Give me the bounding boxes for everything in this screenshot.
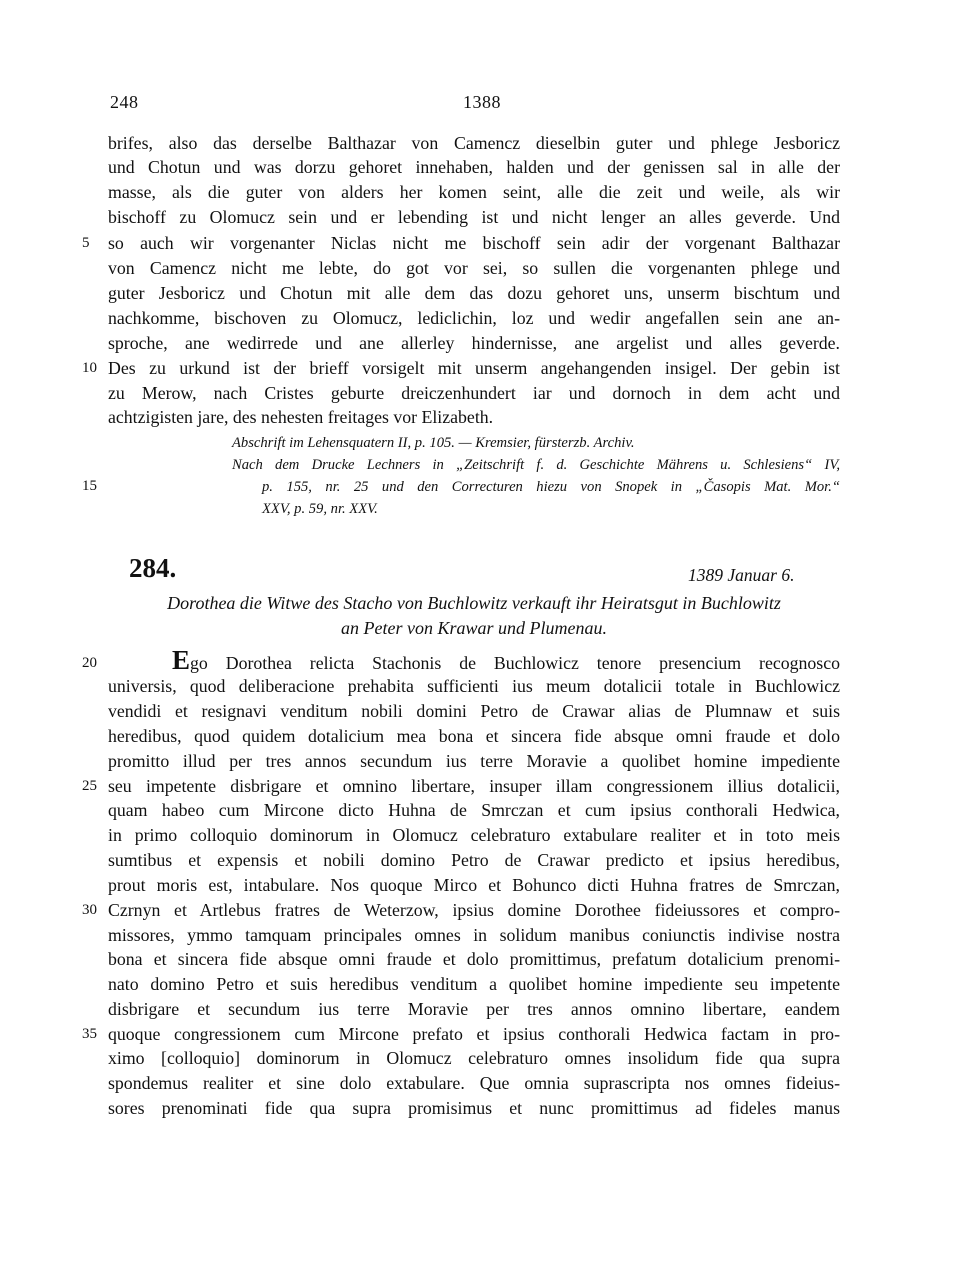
text-line: universis, quod deliberacione prehabita sufficienti ius meum dotalicii totale in Buchlowicz <box>108 676 840 696</box>
line-number: 10 <box>82 360 97 376</box>
text-line: nato domino Petro et suis heredibus venditum a quolibet homine impediente seu impetente <box>108 974 840 994</box>
line-number: 20 <box>82 655 97 671</box>
text-line: vendidi et resignavi venditum nobili domini Petro de Crawar alias de Plumnaw et suis <box>108 701 840 721</box>
text-line: seu impetente disbrigare et omnino libertare, insuper illam congressionem illius dotalicii, <box>108 776 840 796</box>
text-line: quoque congressionem cum Mircone prefato et ipsius conthorali Hedwica factam in pro- <box>108 1024 840 1044</box>
document-title: Dorothea die Witwe des Stacho von Buchlowitz verkauft ihr Heiratsgut in Buchlowitz <box>167 593 781 613</box>
text-line: quam habeo cum Mircone dicto Huhna de Smrczan et cum ipsius conthorali Hedwica, <box>108 800 840 820</box>
text-line: disbrigare et secundum ius terre Moravie per tres annos omnino libertare, eandem <box>108 999 840 1019</box>
text-line: sproche, ane wedirrede und ane allerley hindernisse, ane argelist und alles geverde. <box>108 333 840 353</box>
text-line: Czrnyn et Artlebus fratres de Weterzow, ipsius domine Dorothee fideiussores et compro- <box>108 900 840 920</box>
first-line-text: go Dorothea relicta Stachonis de Buchlowicz tenore presencium recognosco <box>190 653 840 673</box>
line-number: 15 <box>82 478 97 494</box>
line-number: 30 <box>82 902 97 918</box>
text-line: prout moris est, intabulare. Nos quoque Mirco et Bohunco dicti Huhna fratres de Smrczan, <box>108 875 840 895</box>
source-note: Abschrift im Lehensquatern II, p. 105. — Kremsier, fürsterzb. Archiv. <box>232 435 635 451</box>
source-note: p. 155, nr. 25 und den Correcturen hiezu von Snopek in „Časopis Mat. Mor.“ <box>262 479 840 495</box>
text-line: missores, ymmo tamquam principales omnes in solidum manibus coniunctis indivise nostra <box>108 925 840 945</box>
document-title-line2: an Peter von Krawar und Plumenau. <box>341 618 607 638</box>
line-number: 5 <box>82 235 90 251</box>
initial-letter: E <box>172 645 191 675</box>
text-line: bona et sincera fide absque omni fraude et dolo promittimus, prefatum dotalicium prenomi- <box>108 949 840 969</box>
text-line: heredibus, quod quidem dotalicium mea bona et sincera fide absque omni fraude et dolo <box>108 726 840 746</box>
text-line: sores prenominati fide qua supra promisimus et nunc promittimus ad fideles manus <box>108 1098 840 1118</box>
text-line: zu Merow, nach Cristes geburte dreiczenhundert iar und dornoch in dem acht und <box>108 383 840 403</box>
running-head-year: 1388 <box>463 92 501 112</box>
text-line: masse, als die guter von alders her komen seint, alle die zeit und weile, als wir <box>108 182 840 202</box>
page-number: 248 <box>110 92 139 112</box>
text-line: ximo [colloquio] dominorum in Olomucz celebraturo omnes insolidum fide qua supra <box>108 1048 840 1068</box>
text-line: und Chotun und was dorzu gehoret innehaben, halden und der genissen sal in alle der <box>108 157 840 177</box>
text-line: Des zu urkund ist der brieff vorsigelt mit unserm angehangenden insigel. Der gebin ist <box>108 358 840 378</box>
line-number: 25 <box>82 778 97 794</box>
text-line: so auch wir vorgenanter Niclas nicht me bischoff sein adir der vorgenant Balthazar <box>108 233 840 253</box>
text-line: bischoff zu Olomucz sein und er lebending ist und nicht lenger an alles geverde. Und <box>108 207 840 227</box>
text-line: guter Jesboricz und Chotun mit alle dem das dozu gehoret uns, unserm bischtum und <box>108 283 840 303</box>
text-line: sumtibus et expensis et nobili domino Petro de Crawar predicto et ipsius heredibus, <box>108 850 840 870</box>
text-line: spondemus realiter et sine dolo extabulare. Que omnia suprascripta nos omnes fideius- <box>108 1073 840 1093</box>
document-date: 1389 Januar 6. <box>688 565 795 585</box>
source-note: Nach dem Drucke Lechners in „Zeitschrift f. d. Geschichte Mährens u. Schlesiens“ IV, <box>232 457 840 473</box>
text-line-first <box>172 645 840 675</box>
line-number: 35 <box>82 1026 97 1042</box>
text-line: achtzigisten jare, des nehesten freitages vor Elizabeth. <box>108 407 494 427</box>
text-line: von Camencz nicht me lebte, do got vor sei, so sullen die vorgenanten phlege und <box>108 258 840 278</box>
text-line: promitto illud per tres annos secundum ius terre Moravie a quolibet homine impediente <box>108 751 840 771</box>
document-number: 284. <box>129 553 177 583</box>
source-note: XXV, p. 59, nr. XXV. <box>262 501 378 517</box>
text-line: in primo colloquio dominorum in Olomucz celebraturo extabulare realiter et in toto meis <box>108 825 840 845</box>
text-line: brifes, also das derselbe Balthazar von Camencz dieselbin guter und phlege Jesboricz <box>108 133 840 153</box>
text-line: nachkomme, bischoven zu Olomucz, lediclichin, loz und wedir angefallen sein ane an- <box>108 308 840 328</box>
